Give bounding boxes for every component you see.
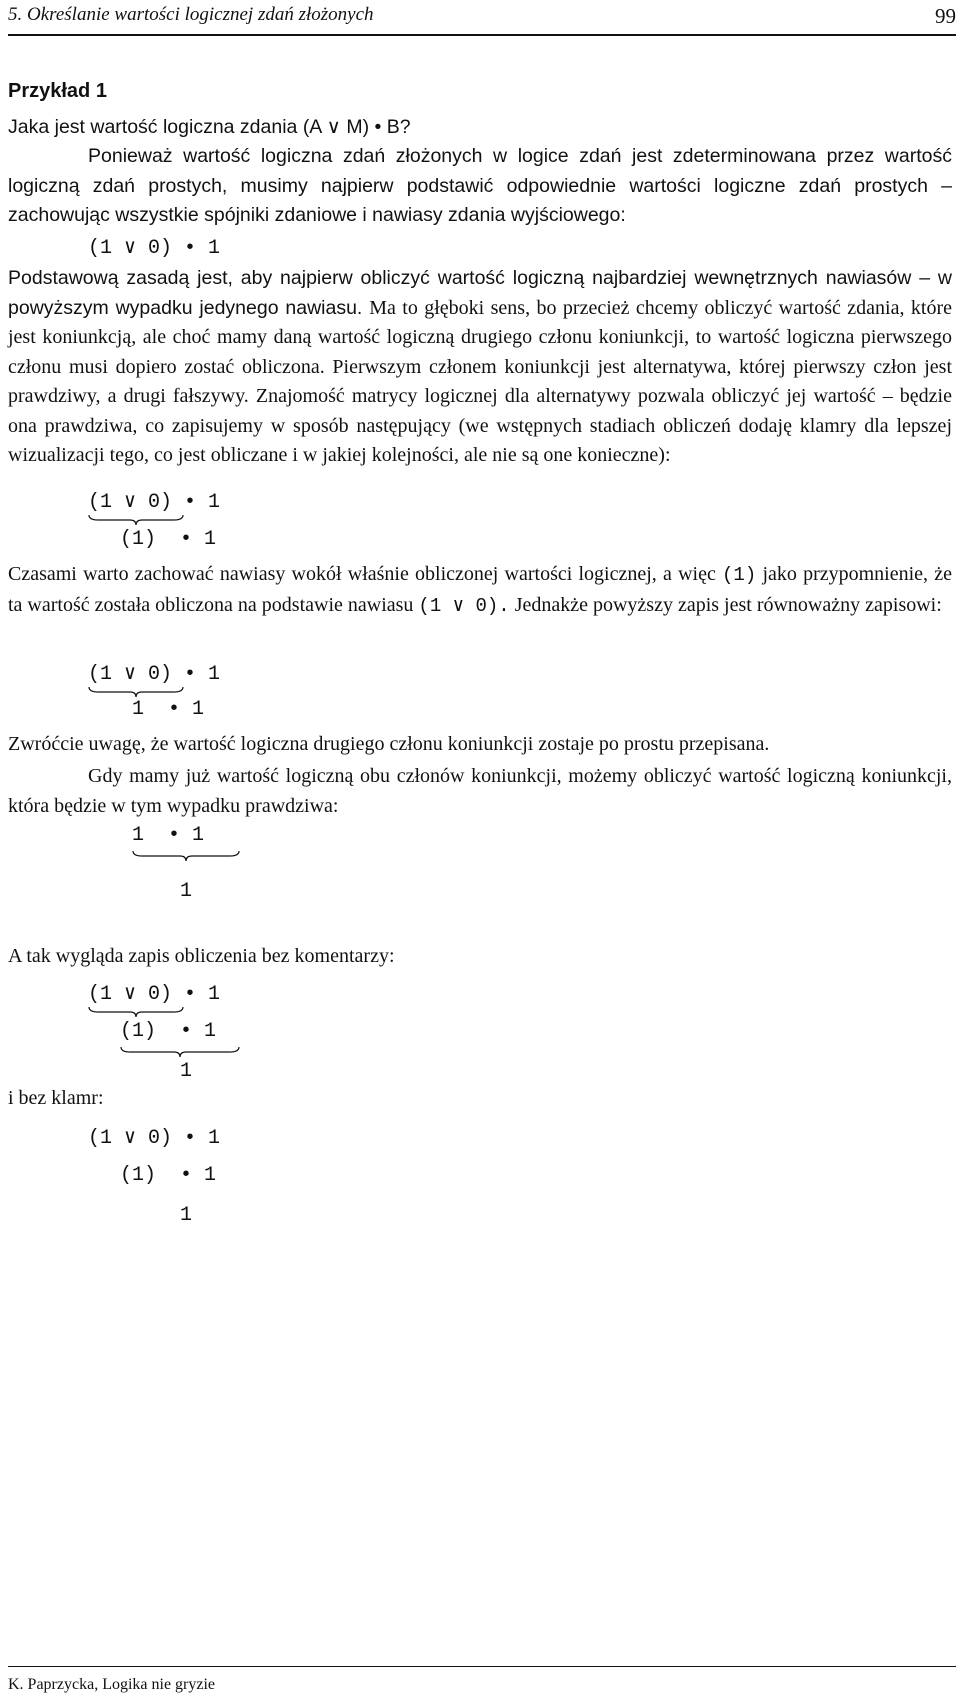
- header-rule: [8, 34, 956, 36]
- formula-summary-line1: (1 ∨ 0) • 1: [88, 983, 221, 1006]
- formula-plain-line1: (1 ∨ 0) • 1: [88, 1127, 221, 1150]
- paragraph-brackets: [8, 560, 952, 621]
- paragraph-explanation: Ma to głęboki sens, bo przecież chcemy obliczyć wartość zdania, które jest koniunkcją, ale choć mamy daną wartość logiczną drugiego członu koniunkcji, to wartość logiczna pierwszego członu musi dopiero zostać obliczona. Pierwszym członem koniunkcji jest alternatywa, której pierwszy człon jest prawdziwy, a drugi fałszywy. Znajomość matrycy logicznej dla alternatywy pozwala obliczyć jej wartość – będzie ona prawdziwa, co zapisujemy w sposób następujący (we wstępnych stadiach obliczeń dodaję klamry dla lepszej wizualizacji tego, co jest obliczane i w jakiej kolejności, ale nie są one konieczne):: [8, 296, 952, 466]
- formula-step3-line1: 1 • 1: [132, 824, 205, 847]
- paragraph-conjunction: Gdy mamy już wartość logiczną obu członów koniunkcji, możemy obliczyć wartość logiczną koniunkcji, która będzie w tym wypadku prawdziwa:: [8, 765, 952, 817]
- footer-text: K. Paprzycka, Logika nie gryzie: [8, 1676, 216, 1693]
- paragraph-rule-text: Podstawową zasadą jest, aby najpierw obliczyć wartość logiczną najbardziej wewnętrznych nawiasów – w powyższym wypadku jedynego nawiasu.: [8, 267, 952, 319]
- paragraph-plain-intro: i bez klamr:: [8, 1087, 104, 1109]
- example-question: Jaka jest wartość logiczna zdania (A ∨ M) • B?: [8, 116, 411, 138]
- inline-code-1: (1): [722, 564, 757, 586]
- running-header: [8, 2, 956, 32]
- footer-rule: [8, 1666, 956, 1667]
- formula-step2-line1: (1 ∨ 0) • 1: [88, 663, 221, 686]
- formula-summary-line3: 1: [180, 1060, 193, 1083]
- brace-summary-2: [120, 1046, 240, 1058]
- inline-code-2: (1 ∨ 0).: [418, 594, 510, 617]
- formula-step1-line2: (1) • 1: [120, 528, 217, 551]
- formula-substituted: (1 ∨ 0) • 1: [88, 237, 221, 260]
- formula-plain-line3: 1: [180, 1204, 193, 1227]
- paragraph-brackets-part2: jako przypomnienie, że ta wartość została obliczona na podstawie nawiasu: [8, 563, 952, 616]
- formula-step2-line2: 1 • 1: [132, 698, 205, 721]
- formula-step1-line1: (1 ∨ 0) • 1: [88, 491, 221, 514]
- paragraph-summary-intro: A tak wygląda zapis obliczenia bez komentarzy:: [8, 945, 395, 967]
- formula-step3-line2: 1: [180, 880, 193, 903]
- chapter-title: 5. Określanie wartości logicznej zdań złożonych: [8, 4, 374, 25]
- paragraph-note: Zwróćcie uwagę, że wartość logiczna drugiego członu koniunkcji zostaje po prostu przepisana.: [8, 733, 770, 755]
- brace-step1: [88, 514, 184, 526]
- formula-summary-line2: (1) • 1: [120, 1020, 217, 1043]
- paragraph-brackets-part3: Jednakże powyższy zapis jest równoważny zapisowi:: [514, 593, 942, 616]
- paragraph-rule: [8, 264, 952, 471]
- paragraph-intro: Ponieważ wartość logiczna zdań złożonych w logice zdań jest zdeterminowana przez wartość logiczną zdań prostych, musimy najpierw podstawić odpowiednie wartości logiczne zdań prostych – zachowując wszystkie spójniki zdaniowe i nawiasy zdania wyjściowego:: [8, 145, 952, 226]
- formula-plain-line2: (1) • 1: [120, 1164, 217, 1187]
- brace-summary-1: [88, 1006, 184, 1018]
- brace-step3: [132, 850, 240, 862]
- example-heading: Przykład 1: [8, 80, 107, 102]
- brace-step2: [88, 686, 184, 698]
- page-number: 99: [935, 4, 956, 28]
- paragraph-brackets-part1: Czasami warto zachować nawiasy wokół właśnie obliczonej wartości logicznej, a więc: [8, 563, 716, 585]
